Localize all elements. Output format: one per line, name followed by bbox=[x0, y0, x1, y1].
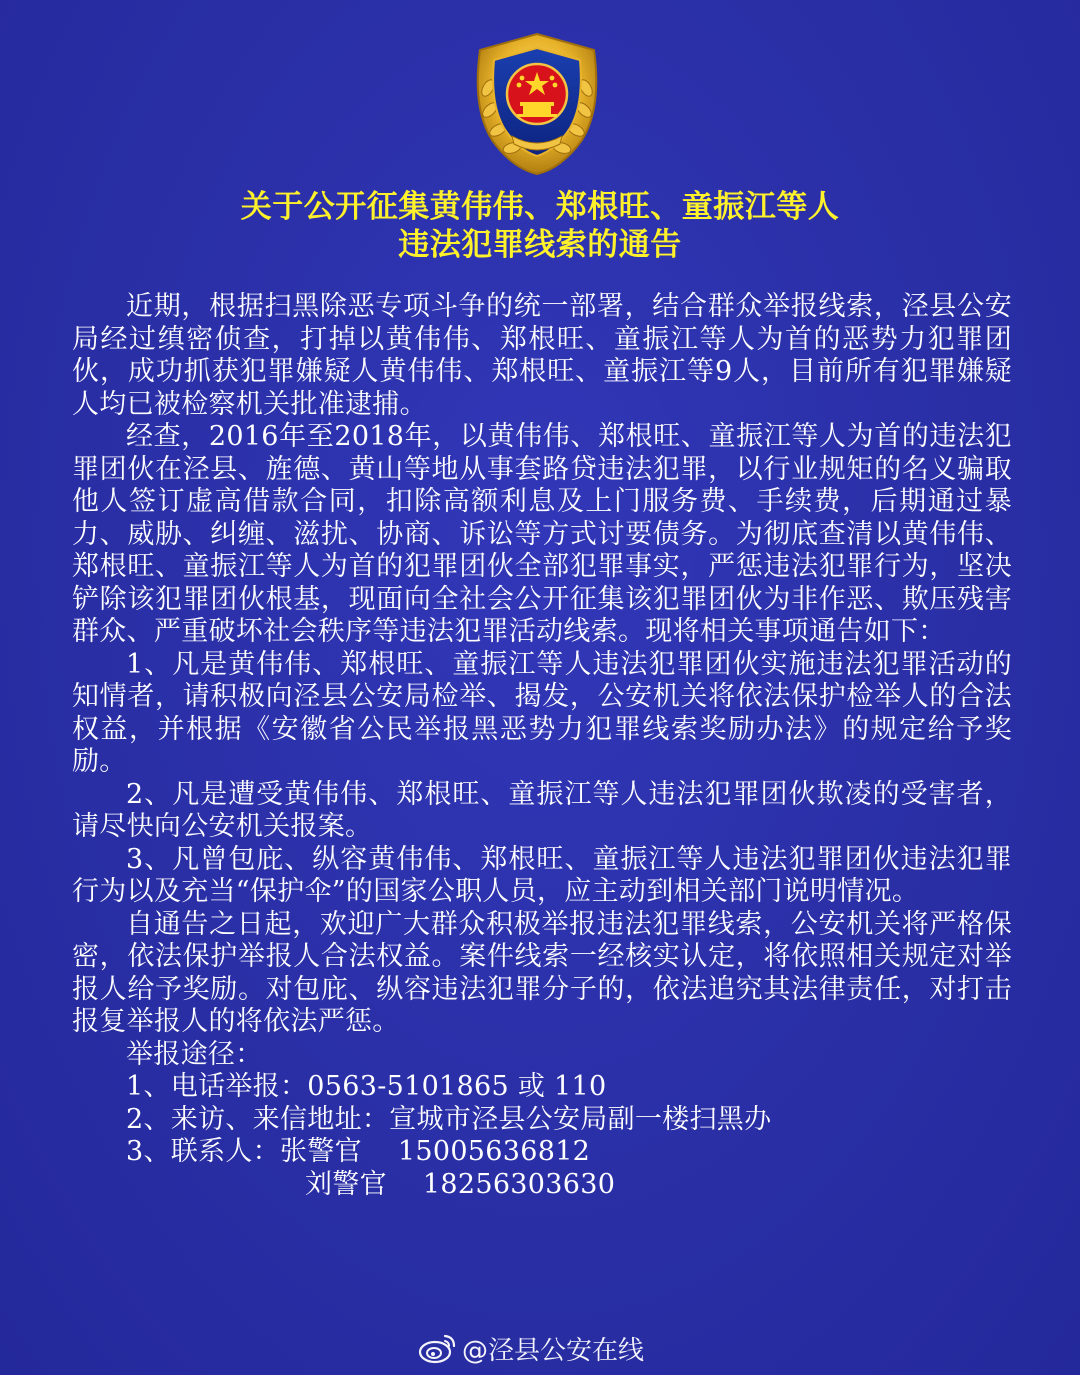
title-line-1: 关于公开征集黄伟伟、郑根旺、童振江等人 bbox=[240, 189, 840, 225]
police-emblem-icon bbox=[462, 28, 612, 178]
paragraph-item-2: 2、凡是遭受黄伟伟、郑根旺、童振江等人违法犯罪团伙欺凌的受害者，请尽快向公安机关报案。 bbox=[72, 778, 1012, 842]
contact-phone: 1、电话举报：0563-5101865 或 110 bbox=[126, 1071, 607, 1102]
title-line-2: 违法犯罪线索的通告 bbox=[398, 227, 682, 263]
paragraph-item-1: 1、凡是黄伟伟、郑根旺、童振江等人违法犯罪团伙实施违法犯罪活动的知情者，请积极向泾县公安局检举、揭发，公安机关将依法保护检举人的合法权益，并根据《安徽省公民举报黑恶势力犯罪线索奖励办法》的规定给予奖励。 bbox=[72, 648, 1012, 777]
notice-title bbox=[60, 188, 1020, 264]
watermark-text: @泾县公安在线 bbox=[462, 1335, 645, 1366]
paragraph-findings: 经查，2016年至2018年，以黄伟伟、郑根旺、童振江等人为首的违法犯罪团伙在泾县、旌德、黄山等地从事套路贷违法犯罪，以行业规矩的名义骗取他人签订虚高借款合同，扣除高额利息及上门服务费、手续费，后期通过暴力、威胁、纠缠、滋扰、协商、诉讼等方式讨要债务。为彻底查清以黄伟伟、郑根旺、童振江等人为首的犯罪团伙全部犯罪事实，严惩违法犯罪行为，坚决铲除该犯罪团伙根基，现面向全社会公开征集该犯罪团伙为非作恶、欺压残害群众、严重破坏社会秩序等违法犯罪活动线索。现将相关事项通告如下： bbox=[72, 421, 1012, 647]
paragraph-item-3: 3、凡曾包庇、纵容黄伟伟、郑根旺、童振江等人违法犯罪团伙违法犯罪行为以及充当“保护伞”的国家公职人员，应主动到相关部门说明情况。 bbox=[72, 843, 1012, 907]
contact-person-2 bbox=[72, 1169, 1012, 1202]
paragraph-closing: 自通告之日起，欢迎广大群众积极举报违法犯罪线索，公安机关将严格保密，依法保护举报人合法权益。案件线索一经核实认定，将依照相关规定对举报人给予奖励。对包庇、纵容违法犯罪分子的，依法追究其法律责任，对打击报复举报人的将依法严惩。 bbox=[72, 908, 1012, 1037]
paragraph-intro: 近期，根据扫黑除恶专项斗争的统一部署，结合群众举报线索，泾县公安局经过缜密侦查，打掉以黄伟伟、郑根旺、童振江等人为首的恶势力犯罪团伙，成功抓获犯罪嫌疑人黄伟伟、郑根旺、童振江等9人，目前所有犯罪嫌疑人均已被检察机关批准逮捕。 bbox=[72, 291, 1012, 420]
officer-1-phone: 15005636812 bbox=[397, 1136, 591, 1167]
contact-prefix: 3、联系人： bbox=[126, 1136, 280, 1167]
contact-person-1 bbox=[72, 1136, 1012, 1169]
weibo-icon bbox=[418, 1331, 458, 1365]
officer-2-phone: 18256303630 bbox=[422, 1168, 616, 1200]
contact-address: 2、来访、来信地址：宣城市泾县公安局副一楼扫黑办 bbox=[126, 1103, 772, 1135]
officer-2-name: 刘警官 bbox=[305, 1168, 387, 1200]
officer-1-name: 张警官 bbox=[279, 1136, 362, 1167]
contact-heading: 举报途径： bbox=[126, 1038, 263, 1070]
notice-body bbox=[72, 291, 1012, 1201]
weibo-watermark bbox=[418, 1328, 644, 1368]
